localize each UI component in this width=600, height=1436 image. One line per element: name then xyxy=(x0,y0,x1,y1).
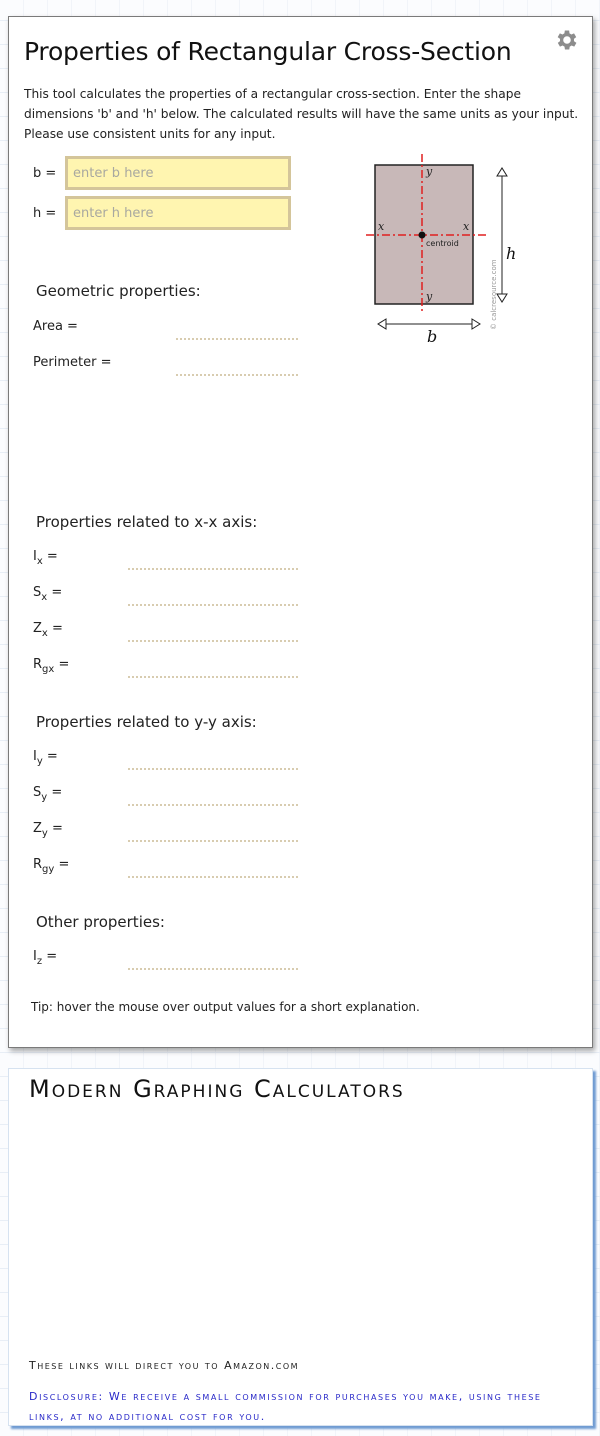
rgx-value[interactable] xyxy=(128,675,298,678)
perimeter-value[interactable] xyxy=(176,373,298,376)
iy-label: $I_y$ = xyxy=(33,749,58,767)
cross-section-diagram xyxy=(364,152,524,347)
centroid-label: centroid xyxy=(426,239,459,248)
perimeter-label: Perimeter = xyxy=(33,355,112,370)
perimeter-row xyxy=(33,355,298,385)
gear-icon[interactable] xyxy=(554,27,580,53)
sy-value[interactable] xyxy=(128,803,298,806)
b-input-row xyxy=(33,156,291,190)
ad-card xyxy=(8,1068,593,1426)
disclosure-text: Disclosure: We receive a small commission for purchases you make, using these links, at no additional cost for you. xyxy=(29,1390,542,1423)
intro-text: This tool calculates the properties of a rectangular cross-section. Enter the shape dimensions 'b' and 'h' below. The calculated results will have the same units as your input. Please use consistent units for any input. xyxy=(24,87,579,141)
yy-heading: Properties related to y-y axis: xyxy=(36,713,257,731)
b-dimension-label: b xyxy=(427,327,438,346)
sx-row xyxy=(33,585,298,615)
zx-row xyxy=(33,621,298,651)
sx-label: $S_x$ = xyxy=(33,585,63,603)
iz-row xyxy=(33,949,298,979)
sx-value[interactable] xyxy=(128,603,298,606)
zy-label: $Z_y$ = xyxy=(33,821,63,839)
rgx-label: $R_{gx}$ = xyxy=(33,657,70,675)
geometric-heading: Geometric properties: xyxy=(36,282,201,300)
copyright-label: © calcresource.com xyxy=(490,259,498,330)
x-right-label: x xyxy=(463,220,470,233)
zx-label: $Z_x$ = xyxy=(33,621,63,639)
ix-label: $I_x$ = xyxy=(33,549,58,567)
h-input[interactable] xyxy=(65,196,291,230)
h-dimension-label: h xyxy=(506,244,517,263)
xx-heading: Properties related to x-x axis: xyxy=(36,513,258,531)
rgy-value[interactable] xyxy=(128,875,298,878)
rgx-row xyxy=(33,657,298,687)
ad-title: Modern Graphing Calculators xyxy=(29,1075,405,1103)
iz-value[interactable] xyxy=(128,967,298,970)
zy-value[interactable] xyxy=(128,839,298,842)
page-title: Properties of Rectangular Cross-Section xyxy=(24,37,512,66)
other-heading: Other properties: xyxy=(36,913,165,931)
zy-row xyxy=(33,821,298,851)
area-row xyxy=(33,319,298,349)
h-input-row xyxy=(33,196,291,230)
iy-row xyxy=(33,749,298,779)
b-label: b = xyxy=(33,165,57,181)
amazon-note: These links will direct you to Amazon.com xyxy=(29,1359,300,1372)
y-bottom-label: y xyxy=(426,290,433,303)
iz-label: $I_z$ = xyxy=(33,949,58,967)
y-top-label: y xyxy=(426,165,433,178)
zx-value[interactable] xyxy=(128,639,298,642)
ix-value[interactable] xyxy=(128,567,298,570)
area-label: Area = xyxy=(33,319,78,334)
sy-label: $S_y$ = xyxy=(33,785,63,803)
tip-text: Tip: hover the mouse over output values for a short explanation. xyxy=(31,1000,420,1014)
ix-row xyxy=(33,549,298,579)
calculator-card xyxy=(8,16,593,1048)
area-value[interactable] xyxy=(176,337,298,340)
h-label: h = xyxy=(33,205,57,221)
x-left-label: x xyxy=(378,220,385,233)
b-input[interactable] xyxy=(65,156,291,190)
rgy-label: $R_{gy}$ = xyxy=(33,857,70,875)
rgy-row xyxy=(33,857,298,887)
sy-row xyxy=(33,785,298,815)
iy-value[interactable] xyxy=(128,767,298,770)
